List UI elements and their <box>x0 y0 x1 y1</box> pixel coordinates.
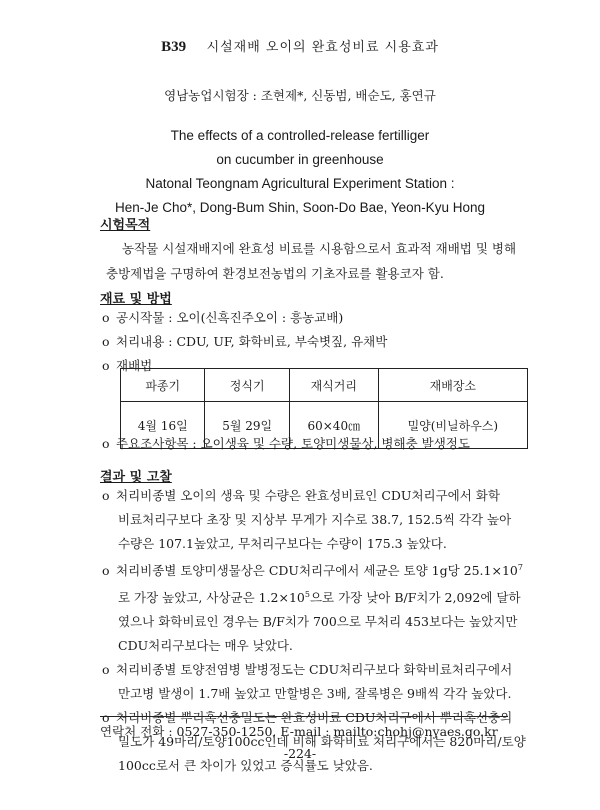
section-objective-heading: 시험목적 <box>100 218 151 233</box>
list-item: o 처리비종별 뿌리혹선충밀도는 완효성비료 CDU처리구에서 뿌리혹선충의 <box>102 710 513 726</box>
table-cell: 60×40㎝ <box>289 402 378 449</box>
table-cell: 밀양(비닐하우스) <box>378 402 527 449</box>
table-header: 정식기 <box>205 369 289 402</box>
authors-english: Hen-Je Cho*, Dong-Bum Shin, Soon-Do Bae, Yeon-Kyu Hong <box>115 200 485 215</box>
list-item: o 주요조사항목 : 오이생육 및 수량, 토양미생물상, 병해충 발생정도 <box>102 436 470 451</box>
title-row <box>0 36 600 56</box>
list-item: o 처리비종별 토양전염병 발병정도는 CDU처리구보다 화학비료처리구에서 <box>102 662 513 678</box>
list-item-cont: 수량은 107.1높았고, 무처리구보다는 수량이 175.3 높았다. <box>118 536 447 551</box>
affiliation-english: Natonal Teongnam Agricultural Experiment Station : <box>145 176 455 191</box>
objective-line: 충방제법을 구명하여 환경보전농법의 기초자료를 활용코자 함. <box>106 266 444 281</box>
objective-text <box>106 236 546 286</box>
page-number: -224- <box>283 746 317 761</box>
list-item-cont: 밀도가 49마리/토양100cc인데 비해 화학비료 처리구에서는 820마리/토양 <box>118 734 526 750</box>
objective-line: 농작물 시설재배지에 완효성 비료를 시용함으로서 효과적 재배법 및 병해 <box>122 241 517 256</box>
table-header: 파종기 <box>121 369 205 402</box>
section-results-heading: 결과 및 고찰 <box>100 470 172 485</box>
title-english-line2: on cucumber in greenhouse <box>216 152 384 167</box>
table-header-row <box>121 369 528 402</box>
table-cell: 5월 29일 <box>205 402 289 449</box>
list-item-cont: 만고병 발생이 1.7배 높았고 만할병은 3배, 잘록병은 9배씩 각각 높았다. <box>118 686 512 702</box>
title-korean: 시설재배 오이의 완효성비료 시용효과 <box>206 40 439 55</box>
list-item-cont: CDU처리구보다는 매우 낮았다. <box>118 638 293 654</box>
contact-info: 연락처 전화 : 0527-350-1250, E-mail : mailto:chohj@nyaes.go.kr <box>100 724 498 739</box>
list-item-cont: 비료처리구보다 초장 및 지상부 무게가 지수로 38.7, 152.5씩 각각 높아 <box>118 512 512 527</box>
list-item-cont: 로 가장 높았고, 사상균은 $1.2\times 10^5$으로 가장 낮아 B/F치가 2,092에 달하 <box>118 590 521 606</box>
list-item: o 재배법 <box>102 358 153 373</box>
list-item: o 처리비종별 오이의 생육 및 수량은 완효성비료인 CDU처리구에서 화학 <box>102 488 500 503</box>
title-english-line1: The effects of a controlled-release fertilliger <box>170 128 430 143</box>
list-item-cont: 였으나 화학비료인 경우는 B/F치가 700으로 무처리 453보다는 높았지만 <box>118 614 518 630</box>
list-item-cont: 100cc로서 큰 차이가 있었고 증식률도 낮았음. <box>118 758 373 774</box>
list-item: o 처리비종별 토양미생물상은 CDU처리구에서 세균은 토양 1g당 $25.1\times 10^7$ <box>102 563 523 579</box>
section-methods-heading: 재료 및 방법 <box>100 292 172 307</box>
table-header: 재배장소 <box>378 369 527 402</box>
abstract-code: B39 <box>161 39 187 55</box>
list-item: o 공시작물 : 오이(신흑진주오이 : 흥농교배) <box>102 310 344 325</box>
english-block <box>0 124 600 220</box>
authors-korean: 영남농업시험장 : 조현제*, 신동범, 배순도, 홍연규 <box>164 88 436 103</box>
table-header: 재식거리 <box>289 369 378 402</box>
table-cell: 4월 16일 <box>121 402 205 449</box>
list-item: o 처리내용 : CDU, UF, 화학비료, 부숙볏짚, 유채박 <box>102 334 388 349</box>
footer-divider <box>100 716 508 717</box>
